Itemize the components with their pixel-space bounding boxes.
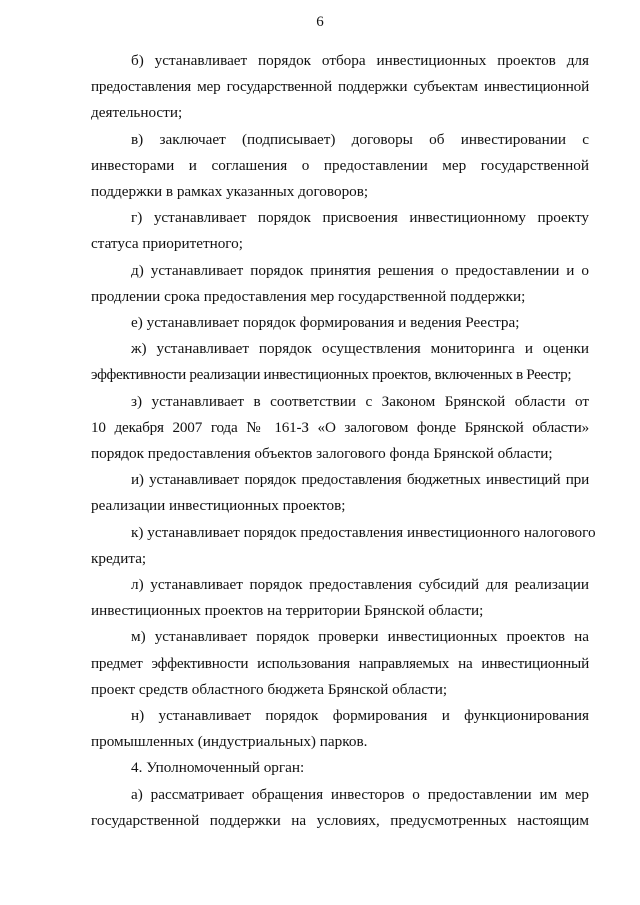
text-line: м) устанавливает порядок проверки инвестиционных проектов на [131, 628, 589, 646]
text-line: л) устанавливает порядок предоставления субсидий для реализации [131, 576, 589, 594]
text-line: д) устанавливает порядок принятия решения о предоставлении и о [131, 261, 589, 279]
text-line: 10 декабря 2007 года № 161-З «О залоговом фонде Брянской области» [91, 418, 589, 436]
text-line: промышленных (индустриальных) парков. [91, 733, 368, 751]
text-line: а) рассматривает обращения инвесторов о предоставлении им мер [131, 785, 589, 803]
text-line: б) устанавливает порядок отбора инвестиционных проектов для [131, 52, 589, 69]
text-line: г) устанавливает порядок присвоения инвестиционному проекту [131, 209, 589, 227]
paragraph-m [91, 624, 589, 703]
paragraph-z [91, 389, 589, 468]
text-line: ж) устанавливает порядок осуществления мониторинга и оценки [131, 340, 589, 358]
text-line: н) устанавливает порядок формирования и функционирования [131, 707, 589, 725]
text-line: поддержки в рамках указанных договоров; [91, 183, 369, 201]
paragraph-l [91, 572, 589, 624]
text-line: в) заключает (подписывает) договоры об инвестировании с [131, 130, 589, 148]
text-line: е) устанавливает порядок формирования и ведения Реестра; [131, 314, 520, 332]
paragraph-v [91, 127, 589, 206]
text-line: кредита; [91, 549, 147, 567]
text-line: предоставления мер государственной поддержки субъектам инвестиционной [91, 78, 589, 96]
paragraph-d [91, 258, 589, 310]
text-line: инвестиционных проектов на территории Брянской области; [91, 602, 484, 620]
paragraph-a [91, 782, 589, 834]
page-number: 6 [316, 14, 324, 30]
paragraph-zh [91, 336, 589, 388]
paragraph-4 [91, 755, 589, 781]
document-body [91, 48, 596, 834]
text-line: реализации инвестиционных проектов; [91, 497, 346, 515]
text-line: деятельности; [91, 104, 183, 122]
paragraph-n [91, 703, 589, 755]
text-line: з) устанавливает в соответствии с Законом Брянской области от [131, 392, 589, 410]
paragraph-e [91, 310, 589, 336]
text-line: государственной поддержки на условиях, предусмотренных настоящим [91, 811, 589, 829]
text-line: порядок предоставления объектов залогового фонда Брянской области; [91, 445, 553, 463]
text-line: проект средств областного бюджета Брянской области; [91, 680, 448, 698]
paragraph-g [91, 205, 589, 257]
paragraph-b [91, 48, 589, 127]
text-line: инвесторами и соглашения о предоставлении мер государственной [91, 156, 589, 174]
text-line: и) устанавливает порядок предоставления бюджетных инвестиций при [131, 471, 589, 489]
text-line: предмет эффективности использования направляемых на инвестиционный [91, 654, 589, 672]
text-line: статуса приоритетного; [91, 235, 243, 253]
paragraph-i [91, 467, 589, 519]
text-line: эффективности реализации инвестиционных проектов, включенных в Реестр; [91, 366, 572, 384]
paragraph-k [91, 520, 596, 572]
text-line: к) устанавливает порядок предоставления инвестиционного налогового [131, 523, 596, 541]
text-line: продлении срока предоставления мер государственной поддержки; [91, 287, 526, 305]
text-line: 4. Уполномоченный орган: [131, 759, 305, 777]
